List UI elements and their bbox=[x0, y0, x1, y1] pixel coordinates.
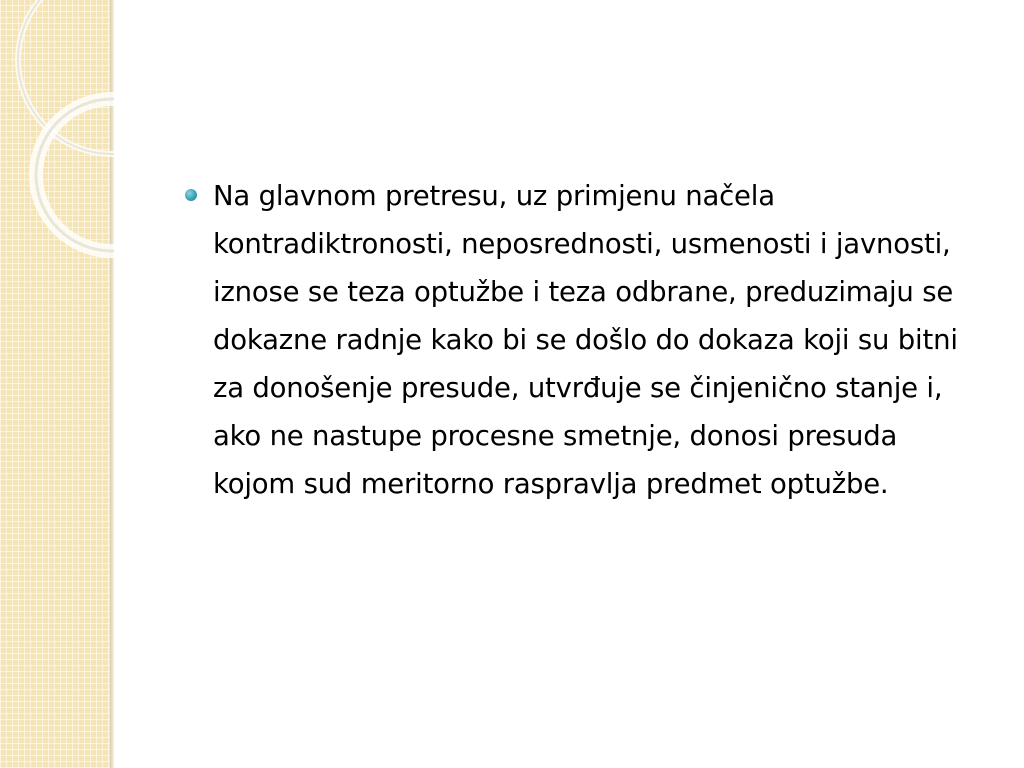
slide-content bbox=[184, 172, 984, 508]
bullet-list bbox=[184, 172, 984, 508]
bullet-text: Na glavnom pretresu, uz primjenu načela kontradiktronosti, neposrednosti, usmenosti i javnosti, iznose se teza optužbe i teza odbrane, preduzimaju se dokazne radnje kako bi se došlo do dokaza koji su bitni za donošenje presude, utvrđuje se činjenično stanje i, ako ne nastupe procesne smetnje, donosi presuda kojom sud meritorno raspravlja predmet optužbe. bbox=[213, 180, 958, 500]
bullet-dot-icon bbox=[185, 189, 197, 201]
bullet-item bbox=[184, 172, 984, 508]
decorative-rings-icon bbox=[0, 0, 114, 270]
